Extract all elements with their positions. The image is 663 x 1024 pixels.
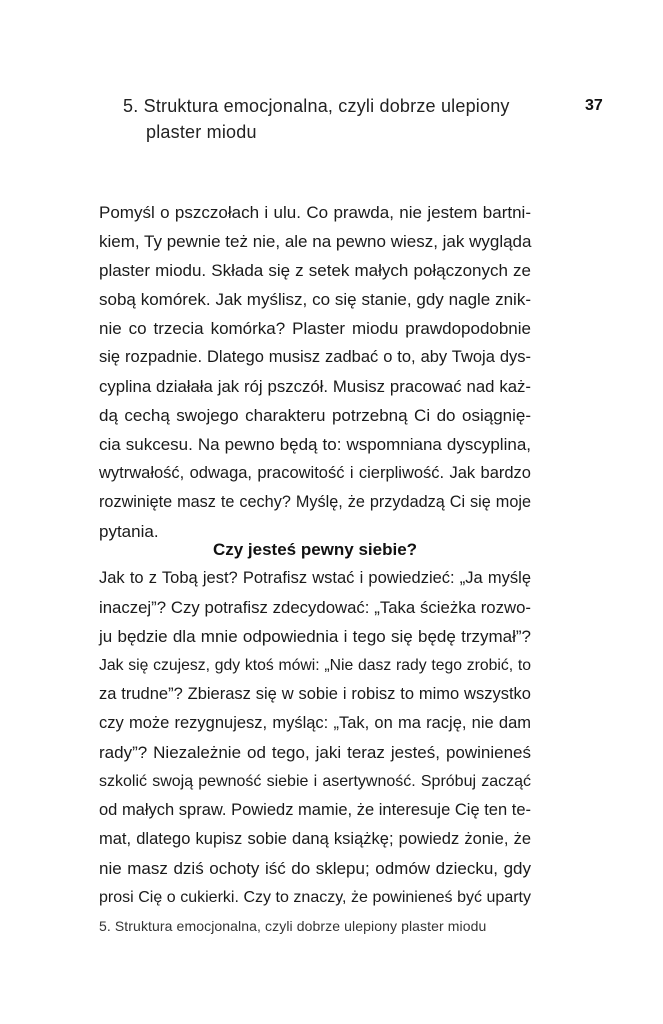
text-line: ju będzie dla mnie odpowiednia i tego się będę trzymał”? [99, 627, 531, 646]
chapter-title-line1: 5. Struktura emocjonalna, czyli dobrze ulepiony [123, 96, 510, 116]
text-line: od małych spraw. Powiedz mamie, że interesuje Cię ten te- [99, 801, 531, 819]
text-line: rozwinięte masz te cechy? Myślę, że przydadzą Ci się moje [99, 493, 531, 511]
text-line: za trudne”? Zbierasz się w sobie i robisz to mimo wszystko [99, 685, 531, 703]
text-line: cyplina działała jak rój pszczół. Musisz pracować nad każ- [99, 377, 531, 396]
text-line: wytrwałość, odwaga, pracowitość i cierpliwość. Jak bardzo [99, 464, 531, 482]
page-number: 37 [585, 97, 603, 114]
text-line: szkolić swoją pewność siebie i asertywność. Spróbuj zacząć [99, 773, 531, 790]
text-line: rady”? Niezależnie od tego, jaki teraz jesteś, powinieneś [99, 743, 531, 762]
paragraph-2 [99, 564, 531, 912]
text-line: cia sukcesu. Na pewno będą to: wspomniana dyscyplina, [99, 435, 531, 454]
text-line: się rozpadnie. Dlatego musisz zadbać o to, aby Twoja dys- [99, 348, 531, 366]
text-line: nie co trzecia komórka? Plaster miodu prawdopodobnie [99, 319, 531, 338]
text-line: sobą komórek. Jak myślisz, co się stanie, gdy nagle znik- [99, 290, 531, 309]
text-line: pytania. [99, 522, 159, 541]
text-line: nie masz dziś ochoty iść do sklepu; odmów dziecku, gdy [99, 859, 531, 878]
text-line: mat, dlatego kupisz sobie daną książkę; powiedz żonie, że [99, 830, 531, 848]
section-title: Czy jesteś pewny siebie? [212, 540, 418, 559]
text-line: Jak się czujesz, gdy ktoś mówi: „Nie dasz rady tego zrobić, to [99, 657, 531, 674]
text-line: czy może rezygnujesz, myśląc: „Tak, on ma rację, nie dam [99, 714, 531, 732]
chapter-title-line2: plaster miodu [146, 122, 257, 142]
text-line: dą cechą swojego charakteru potrzebną Ci do osiągnię- [99, 406, 531, 425]
paragraph-1 [99, 198, 531, 546]
chapter-heading [123, 93, 523, 145]
running-footer: 5. Struktura emocjonalna, czyli dobrze ulepiony plaster miodu [99, 918, 487, 934]
text-line: Pomyśl o pszczołach i ulu. Co prawda, nie jestem bartni- [99, 203, 531, 222]
text-line: Jak to z Tobą jest? Potrafisz wstać i powiedzieć: „Ja myślę [99, 569, 531, 587]
text-line: kiem, Ty pewnie też nie, ale na pewno wiesz, jak wygląda [99, 232, 532, 251]
text-line: inaczej”? Czy potrafisz zdecydować: „Taka ścieżka rozwo- [99, 598, 531, 617]
text-line: prosi Cię o cukierki. Czy to znaczy, że powinieneś być uparty [99, 889, 531, 906]
text-line: plaster miodu. Składa się z setek małych połączonych ze [99, 261, 531, 280]
